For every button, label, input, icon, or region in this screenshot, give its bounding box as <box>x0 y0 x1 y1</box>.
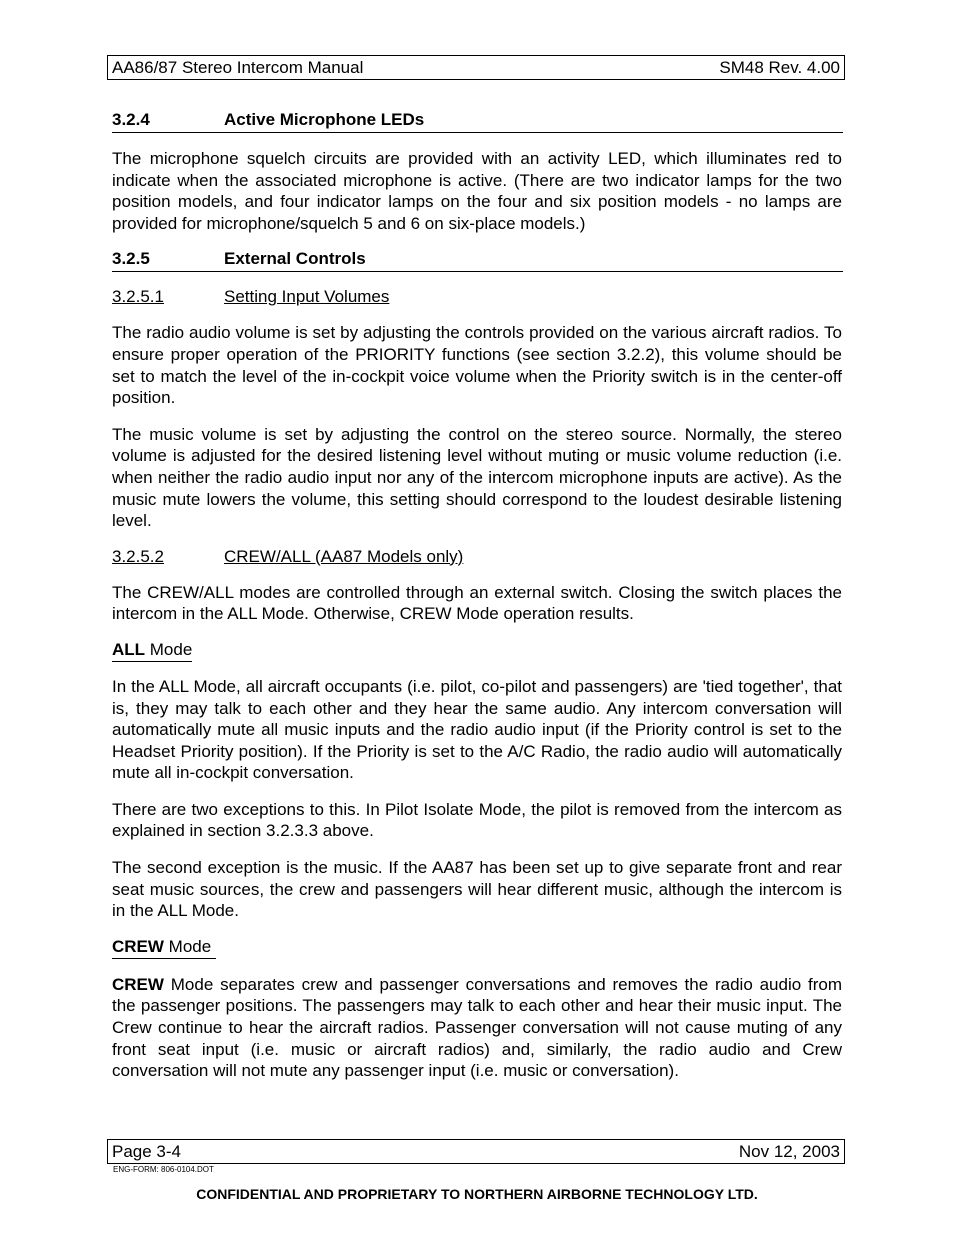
setting-volumes-paragraph-1: The radio audio volume is set by adjusting the controls provided on the various aircraft radios. To ensure proper operation of the PRIORITY functions (see section 3.2.2), this volume should be set to match the level of the in-cockpit voice volume when the Priority switch is in the center-off position. <box>112 323 842 408</box>
section-3-2-4-heading <box>112 110 843 133</box>
page-header <box>107 55 845 80</box>
page-number: Page 3-4 <box>112 1141 181 1161</box>
all-mode-heading-rest: Mode <box>145 639 193 659</box>
setting-volumes-paragraph-2: The music volume is set by adjusting the control on the stereo source. Normally, the stereo volume is adjusted for the desired listening level without muting or music volume reduction (i.e. when neither the radio audio input nor any of the intercom microphone inputs are active). As the music mute lowers the volume, this setting should correspond to the loudest desirable listening level. <box>112 424 842 531</box>
form-id: ENG-FORM: 806-0104.DOT <box>113 1165 214 1174</box>
crew-mode-paragraph <box>112 974 842 1082</box>
subsection-title: CREW/ALL (AA87 Models only) <box>224 546 464 566</box>
all-mode-paragraph-1: In the ALL Mode, all aircraft occupants (i.e. pilot, co-pilot and passengers) are 'tied together', that is, they may talk to each other and they hear the same audio. Any intercom conversation will automatically mute all music inputs and the radio audio input (if the Priority control is set to the Headset Priority position). If the Priority is set to the A/C Radio, the radio audio will automatically mute all in-cockpit conversation. <box>112 676 842 783</box>
section-3-2-5-heading <box>112 249 843 272</box>
crew-mode-heading-bold: CREW <box>112 936 164 956</box>
crew-mode-heading <box>112 937 216 959</box>
subsection-number: 3.2.5.2 <box>112 546 164 566</box>
confidential-notice: CONFIDENTIAL AND PROPRIETARY TO NORTHERN AIRBORNE TECHNOLOGY LTD. <box>196 1186 758 1202</box>
section-3-2-4-paragraph: The microphone squelch circuits are provided with an activity LED, which illuminates red to indicate when the associated microphone is active. (There are two indicator lamps for the two position models, and four indicator lamps on the four and six position models - no lamps are provided for microphone/squelch 5 and 6 on six-place models.) <box>112 149 842 233</box>
all-mode-paragraph-2: There are two exceptions to this. In Pilot Isolate Mode, the pilot is removed from the intercom as explained in section 3.2.3.3 above. <box>112 799 842 841</box>
crew-mode-paragraph-rest: Mode separates crew and passenger conversations and removes the radio audio from the passenger positions. The passengers may talk to each other and hear their music input. The Crew continue to hear the aircraft radios. Passenger conversation will not cause muting of any front seat input (i.e. music or aircraft radios) and, similarly, the radio audio and Crew conversation will not mute any passenger input (i.e. music or conversation). <box>112 974 842 1081</box>
crew-mode-paragraph-bold: CREW <box>112 974 164 994</box>
all-mode-paragraph-3: The second exception is the music. If the AA87 has been set up to give separate front and rear seat music sources, the crew and passengers will hear different music, although the intercom is in the ALL Mode. <box>112 858 842 921</box>
page-content <box>112 110 842 1082</box>
subsection-title: Setting Input Volumes <box>224 287 390 307</box>
section-3-2-5-2-heading <box>112 547 842 567</box>
section-3-2-5-1-heading <box>112 287 842 307</box>
all-mode-heading <box>112 640 192 662</box>
header-title: AA86/87 Stereo Intercom Manual <box>112 57 364 77</box>
section-number: 3.2.5 <box>112 249 150 269</box>
section-title: External Controls <box>224 249 366 269</box>
crew-mode-heading-rest: Mode <box>163 936 216 956</box>
crew-all-paragraph: The CREW/ALL modes are controlled through an external switch. Closing the switch places the intercom in the ALL Mode. Otherwise, CREW Mode operation results. <box>112 582 842 624</box>
footer-date: Nov 12, 2003 <box>738 1141 840 1161</box>
header-revision: SM48 Rev. 4.00 <box>719 57 840 77</box>
section-title: Active Microphone LEDs <box>224 110 425 129</box>
page-footer <box>107 1139 845 1164</box>
section-number: 3.2.4 <box>112 110 150 129</box>
subsection-number: 3.2.5.1 <box>112 287 164 307</box>
all-mode-heading-bold: ALL <box>112 639 146 659</box>
